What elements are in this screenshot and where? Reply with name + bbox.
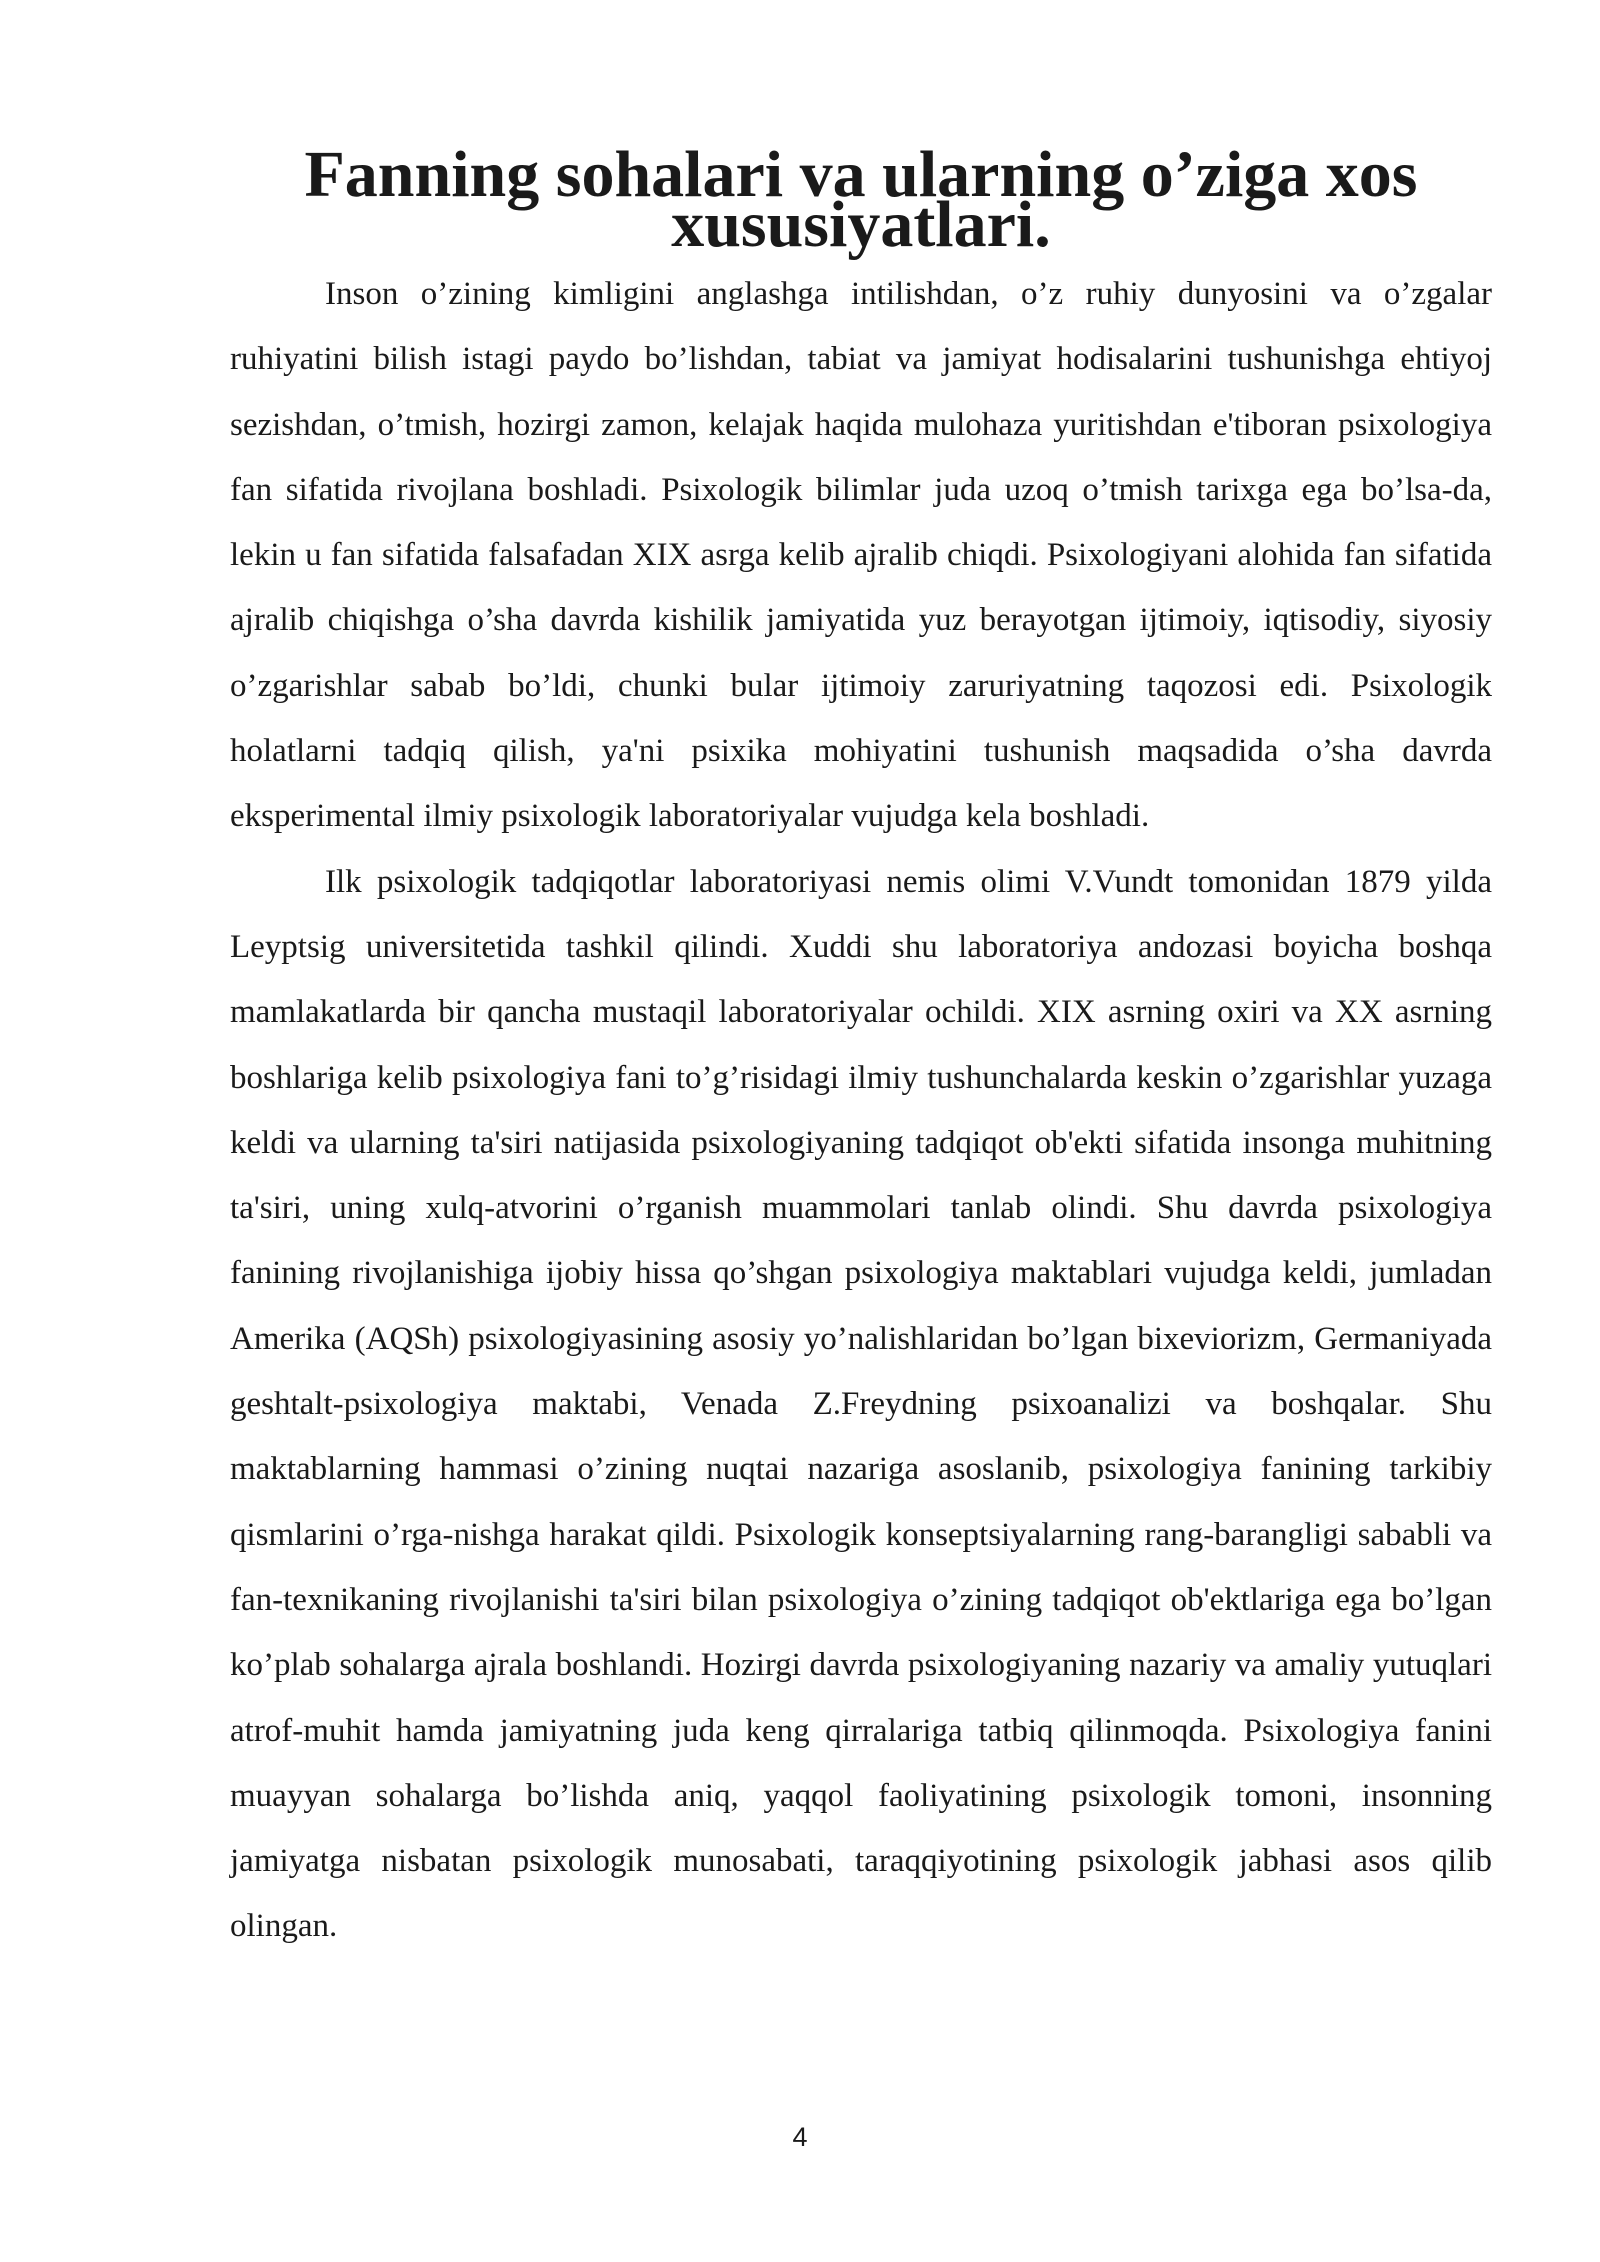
page-number: 4 <box>792 2122 808 2152</box>
paragraph-history: Ilk psixologik tadqiqotlar laboratoriyasi nemis olimi V.Vundt tomonidan 1879 yilda Leyptsig universitetida tashkil qilindi. Xuddi shu laboratoriya andozasi boyicha boshqa mamlakatlarda bir qancha mustaqil laboratoriyalar ochildi. XIX asrning oxiri va XX asrning boshlariga kelib psixologiya fani to’g’risidagi ilmiy tushunchalarda keskin o’zgarishlar yuzaga keldi va ularning ta'siri natijasida psixologiyaning tadqiqot ob'ekti sifatida insonga muhitning ta'siri, uning xulq-atvorini o’rganish muammolari tanlab olindi. Shu davrda psixologiya fanining rivojlanishiga ijobiy hissa qo’shgan psixologiya maktablari vujudga keldi, jumladan Amerika (AQSh) psixologiyasining asosiy yo’nalishlaridan bo’lgan bixeviorizm, Germaniyada geshtalt-psixologiya maktabi, Venada Z.Freydning psixoanalizi va boshqalar. Shu maktablarning hammasi o’zining nuqtai nazariga asoslanib, psixologiya fanining tarkibiy qismlarini o’rga-nishga harakat qildi. Psixologik konseptsiyalarning rang-barangligi sababli va fan-texnikaning rivojlanishi ta'siri bilan psixologiya o’zining tadqiqot ob'ektlariga ega bo’lgan ko’plab sohalarga ajrala boshlandi. Hozirgi davrda psixologiyaning nazariy va amaliy yutuqlari atrof-muhit hamda jamiyatning juda keng qirralariga tatbiq qilinmoqda. Psixologiya fanini muayyan sohalarga bo’lishda aniq, yaqqol faoliyatining psixologik tomoni, insonning jamiyatga nisbatan psixologik munosabati, taraqqiyotining psixologik jabhasi asos qilib olingan. <box>230 863 1492 1945</box>
page-content <box>230 138 1492 1960</box>
paragraph-intro: Inson o’zining kimligini anglashga intilishdan, o’z ruhiy dunyosini va o’zgalar ruhiyatini bilish istagi paydo bo’lishdan, tabiat va jamiyat hodisalarini tushunishga ehtiyoj sezishdan, o’tmish, hozirgi zamon, kelajak haqida mulohaza yuritishdan e'tiboran psixologiya fan sifatida rivojlana boshladi. Psixologik bilimlar juda uzoq o’tmish tarixga ega bo’lsa-da, lekin u fan sifatida falsafadan XIX asrga kelib ajralib chiqdi. Psixologiyani alohida fan sifatida ajralib chiqishga o’sha davrda kishilik jamiyatida yuz berayotgan ijtimoiy, iqtisodiy, siyosiy o’zgarishlar sabab bo’ldi, chunki bular ijtimoiy zaruriyatning taqozosi edi. Psixologik holatlarni tadqiq qilish, ya'ni psixika mohiyatini tushunish maqsadida o’sha davrda eksperimental ilmiy psixologik laboratoriyalar vujudga kela boshladi. <box>230 276 1492 835</box>
page-title: Fanning sohalari va ularning o’ziga xos xususiyatlari. <box>304 138 1418 261</box>
